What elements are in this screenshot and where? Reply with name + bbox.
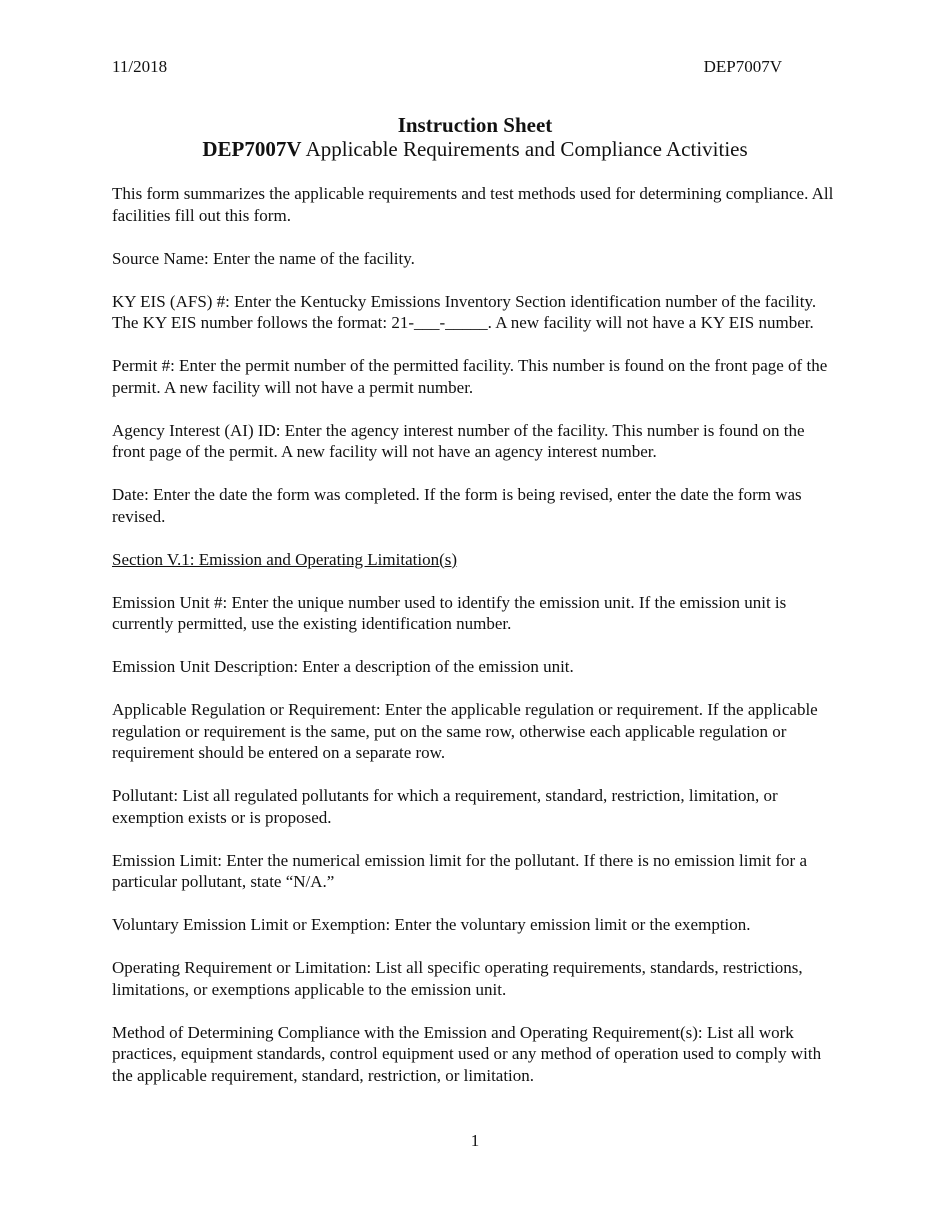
- emission-limit-paragraph: Emission Limit: Enter the numerical emission limit for the pollutant. If there is no emission limit for a particular pollutant, state “N/A.”: [112, 850, 807, 891]
- date-paragraph: Date: Enter the date the form was completed. If the form is being revised, enter the date the form was revised.: [112, 485, 802, 526]
- pollutant-paragraph: Pollutant: List all regulated pollutants for which a requirement, standard, restriction, limitation, or exemption exists or is proposed.: [112, 786, 778, 827]
- subtitle-form-code: DEP7007V: [202, 137, 302, 161]
- emission-unit-description-paragraph: Emission Unit Description: Enter a description of the emission unit.: [112, 657, 574, 676]
- operating-requirement-paragraph: Operating Requirement or Limitation: List all specific operating requirements, standards, restrictions, limitations, or exemptions applicable to the emission unit.: [112, 958, 803, 999]
- section-heading: [112, 549, 840, 571]
- method-of-compliance-paragraph: Method of Determining Compliance with the Emission and Operating Requirement(s): List all work practices, equipment standards, control equipment used or any method of operation used to comply with the applicable requirement, standard, restriction, or limitation.: [112, 1022, 822, 1085]
- permit-paragraph: Permit #: Enter the permit number of the permitted facility. This number is found on the front page of the permit. A new facility will not have a permit number.: [112, 356, 828, 397]
- intro-paragraph: This form summarizes the applicable requirements and test methods used for determining compliance. All facilities fill out this form.: [112, 184, 834, 225]
- section-heading-text: Section V.1: Emission and Operating Limitation(s): [112, 549, 458, 569]
- page-title: Instruction Sheet: [397, 113, 553, 137]
- emission-unit-paragraph: Emission Unit #: Enter the unique number used to identify the emission unit. If the emission unit is currently permitted, use the existing identification number.: [112, 592, 787, 633]
- subtitle-text: Applicable Requirements and Compliance Activities: [301, 137, 748, 161]
- agency-interest-paragraph: Agency Interest (AI) ID: Enter the agency interest number of the facility. This number is found on the front page of the permit. A new facility will not have an agency interest number.: [112, 420, 805, 461]
- page-number: 1: [470, 1131, 480, 1150]
- voluntary-limit-paragraph: Voluntary Emission Limit or Exemption: Enter the voluntary emission limit or the exemption.: [112, 915, 751, 934]
- applicable-regulation-paragraph: Applicable Regulation or Requirement: Enter the applicable regulation or requirement. If the applicable regulation or requirement is the same, put on the same row, otherwise each applicable regulation or requirement should be entered on a separate row.: [112, 700, 818, 762]
- header-form-code: DEP7007V: [703, 57, 782, 76]
- instructions-body: [112, 183, 840, 1108]
- page-subtitle: [0, 137, 950, 162]
- header-date: 11/2018: [112, 57, 168, 76]
- source-name-paragraph: Source Name: Enter the name of the facility.: [112, 248, 415, 268]
- ky-eis-paragraph: KY EIS (AFS) #: Enter the Kentucky Emissions Inventory Section identification number of the facility. The KY EIS number follows the format: 21-___-_____. A new facility will not have a KY EIS number.: [112, 291, 817, 332]
